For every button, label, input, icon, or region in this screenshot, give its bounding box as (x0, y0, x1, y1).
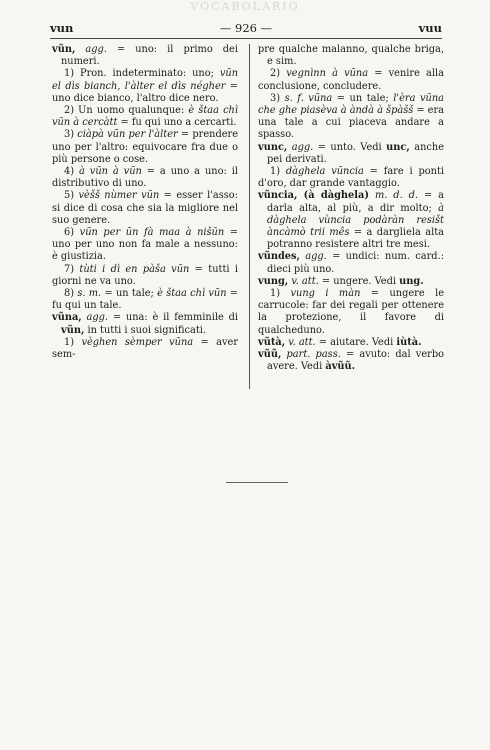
text-run: = era una tale a cui piaceva andare a spasso. (258, 105, 445, 141)
italic-run: vèšš nùmer vũn (78, 190, 160, 202)
text-run: 5) (64, 190, 79, 202)
text-run: = fu qui uno a cercarti. (117, 117, 237, 129)
text-run: = fare i ponti d'oro, dar grande vantaggio. (258, 166, 445, 190)
bleed-through-text: VOCABOLARIO (190, 0, 300, 13)
headword: vũũ, (258, 349, 282, 361)
entry-paragraph (258, 349, 444, 373)
text-run: 6) (64, 227, 80, 239)
text-run: 2) (270, 68, 287, 80)
text-run: = ungere. Vedi (318, 275, 400, 287)
text-run: = aver sem- (52, 336, 238, 361)
entry-paragraph (258, 288, 444, 337)
entry-paragraph (52, 312, 238, 336)
italic-run: vũn per ũn fà maa à nišũn (79, 227, 225, 239)
right-column (258, 44, 444, 373)
headword: vunc, (258, 141, 288, 153)
header-rule (50, 38, 442, 39)
text-run: 4) (64, 166, 79, 178)
italic-run: tùti i dì en pàša vũn (79, 263, 190, 275)
text-run: 2) Un uomo qualunque: (64, 105, 189, 117)
text-run: = a darla alta, al più, a dir molto; (267, 190, 445, 214)
text-run: = fu qui un tale. (52, 288, 239, 312)
text-run: = a uno a uno: il distributivo di uno. (52, 166, 238, 190)
text-run: = tutti i giorni ne va uno. (52, 263, 239, 287)
text-run: = venire alla conclusione, concludere. (258, 68, 444, 92)
headword: iùtà. (396, 336, 422, 348)
text-run: = una: è il femminile di (108, 312, 238, 324)
text-run: pre qualche malanno, qualche briga, e sim. (258, 44, 444, 68)
text-run: 1) (270, 166, 286, 178)
italic-run: agg. (305, 251, 327, 263)
entry-paragraph (258, 93, 444, 142)
text-run: = aiutare. Vedi (315, 336, 397, 348)
entry-paragraph (258, 190, 444, 251)
italic-run: agg. (291, 141, 314, 153)
header-guideword-right: vuu (418, 21, 442, 35)
italic-run: à dàghela vùncia podàràn resišt àncàmò trii mês (267, 202, 444, 239)
entry-paragraph (52, 166, 238, 190)
italic-run: dàghela vũncia (285, 166, 364, 178)
text-run: = a dargliela alta potranno resistere altri tre mesi. (267, 227, 444, 251)
italic-run: vung i màn (290, 288, 361, 300)
text-run: = un tale; (101, 288, 158, 300)
text-run (75, 44, 85, 55)
italic-run: ciàpà vũn per l'àlter (77, 129, 178, 141)
italic-run: s. f. vũna (284, 92, 333, 104)
italic-run: agg. (86, 312, 109, 324)
text-run: = prendere uno per l'altro: equivocare fra due o più persone o cose. (52, 129, 238, 165)
entry-paragraph (258, 68, 444, 92)
text-run: = uno per uno non fa male a nessuno: è giustizia. (52, 227, 238, 263)
entry-paragraph (52, 129, 238, 166)
entry-paragraph (258, 166, 444, 190)
text-run: = unto. Vedi (313, 141, 387, 153)
italic-run: vèghen sèmper vũna (81, 336, 194, 348)
italic-run: vegnìnn à vũna (286, 68, 369, 80)
headword: ung. (399, 275, 424, 287)
italic-run: è štaa chì vũn (157, 288, 227, 300)
text-run: = undici: num. card.: dieci più uno. (267, 251, 444, 275)
italic-run: vũn el dìs bianch, l'àlter el dìs négher (52, 68, 238, 92)
text-run: = avuto: dal verbo avere. Vedi (267, 349, 444, 373)
page-header (50, 21, 442, 37)
headword: vũtà, (258, 336, 286, 348)
text-run: 1) Pron. indeterminato: uno; (64, 68, 220, 80)
headword: vũn, (52, 44, 76, 55)
text-run: 1) (270, 288, 291, 300)
italic-run: m. d. d. (374, 190, 419, 202)
entry-paragraph (52, 337, 238, 361)
left-column (52, 44, 238, 361)
headword: vũncia, (à dàghela) (258, 190, 369, 202)
entry-paragraph (258, 337, 444, 349)
closing-rule (226, 482, 288, 483)
italic-run: s. m. (77, 288, 102, 300)
entry-paragraph (52, 264, 238, 288)
italic-run: agg. (85, 44, 107, 55)
headword: àvũũ. (325, 361, 356, 373)
headword: vung, (258, 275, 289, 287)
text-run: 7) (64, 263, 80, 275)
text-run: 8) (64, 288, 78, 300)
italic-run: v. att. (288, 336, 316, 348)
text-run: 1) (64, 336, 82, 348)
entry-paragraph (258, 44, 444, 68)
column-divider (249, 44, 250, 389)
italic-run: l'èra vũna che ghe piasèva à àndà à špàšš (258, 92, 444, 117)
text-run: anche pei derivati. (267, 141, 444, 165)
headword: unc, (386, 141, 410, 153)
text-run: 3) (270, 92, 285, 104)
headword: vũn, (61, 324, 85, 336)
text-run: in tutti i suoi significati. (84, 324, 207, 336)
text-run: = uno dice bianco, l'altro dice nero. (52, 80, 239, 104)
text-run: = uno: il primo dei numeri. (61, 44, 238, 68)
text-run: 3) (64, 129, 78, 141)
entry-paragraph (52, 68, 238, 105)
entry-paragraph (52, 227, 238, 264)
header-guideword-left: vun (50, 21, 74, 35)
entry-paragraph (52, 288, 238, 312)
italic-run: v. att. (291, 275, 319, 287)
entry-paragraph (258, 276, 444, 288)
text-run: = un tale; (332, 92, 394, 104)
italic-run: à vũn à vũn (79, 166, 142, 178)
entry-paragraph (52, 105, 238, 129)
page-number: — 926 — (219, 21, 273, 35)
entry-paragraph (258, 251, 444, 275)
entry-paragraph (52, 190, 238, 227)
entry-paragraph (258, 142, 444, 166)
text-run: = esser l'asso: si dice di cosa che sia la migliore nel suo genere. (52, 190, 238, 226)
headword: vũndes, (258, 251, 300, 263)
italic-run: è štaa chì vũn à cercàtt (52, 105, 238, 129)
text-run: = ungere le carrucole: far dei regali per ottenere la protezione, il favore di qualcheduno. (258, 288, 444, 336)
headword: vũna, (52, 312, 82, 324)
italic-run: part. pass. (286, 349, 341, 361)
entry-paragraph (52, 44, 238, 68)
